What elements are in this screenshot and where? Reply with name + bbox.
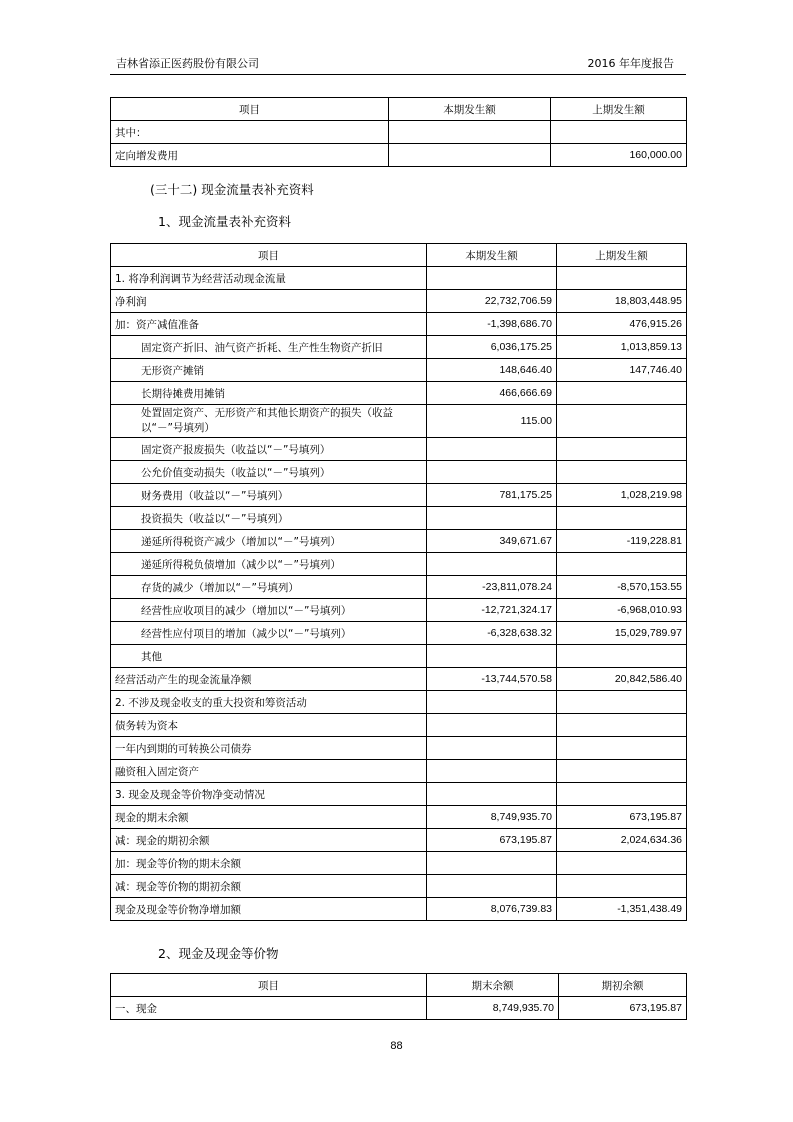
table-row <box>111 382 687 405</box>
row-previous: 673,195.87 <box>557 806 687 829</box>
row-previous <box>557 507 687 530</box>
row-item: 减：现金等价物的期初余额 <box>111 875 427 898</box>
row-previous <box>557 760 687 783</box>
table-row <box>111 144 687 167</box>
row-current: -13,744,570.58 <box>427 668 557 691</box>
row-previous: 476,915.26 <box>557 313 687 336</box>
row-item: 投资损失（收益以“－”号填列） <box>111 507 427 530</box>
row-current <box>427 760 557 783</box>
row-current <box>427 875 557 898</box>
row-current: 466,666.69 <box>427 382 557 405</box>
row-current: -12,721,324.17 <box>427 599 557 622</box>
row-item: 加：现金等价物的期末余额 <box>111 852 427 875</box>
table-row <box>111 737 687 760</box>
table-row <box>111 405 687 438</box>
cash-flow-supplement-table <box>110 243 687 921</box>
row-previous: -1,351,438.49 <box>557 898 687 921</box>
column-header: 期初余额 <box>559 974 687 997</box>
row-previous <box>551 121 687 144</box>
fee-table <box>110 97 687 167</box>
row-previous: 160,000.00 <box>551 144 687 167</box>
row-current: 22,732,706.59 <box>427 290 557 313</box>
row-previous: 147,746.40 <box>557 359 687 382</box>
table-row <box>111 267 687 290</box>
row-item: 递延所得税负债增加（减少以“－”号填列） <box>111 553 427 576</box>
table-row <box>111 336 687 359</box>
row-item: 债务转为资本 <box>111 714 427 737</box>
column-header: 上期发生额 <box>557 244 687 267</box>
table-row <box>111 898 687 921</box>
row-item: 1. 将净利润调节为经营活动现金流量 <box>111 267 427 290</box>
table-row <box>111 875 687 898</box>
row-item: 一、现金 <box>111 997 427 1020</box>
row-item: 财务费用（收益以“－”号填列） <box>111 484 427 507</box>
row-previous <box>557 405 687 438</box>
row-previous <box>557 691 687 714</box>
column-header: 本期发生额 <box>389 98 551 121</box>
row-current <box>427 461 557 484</box>
cash-equivalents-table <box>110 973 687 1020</box>
row-previous: -6,968,010.93 <box>557 599 687 622</box>
row-item: 3. 现金及现金等价物净变动情况 <box>111 783 427 806</box>
row-current: 349,671.67 <box>427 530 557 553</box>
column-header: 期末余额 <box>427 974 559 997</box>
row-opening: 673,195.87 <box>559 997 687 1020</box>
row-item: 2. 不涉及现金收支的重大投资和筹资活动 <box>111 691 427 714</box>
column-header: 项目 <box>111 244 427 267</box>
subsection-title: 2、现金及现金等价物 <box>158 946 279 961</box>
row-current: 781,175.25 <box>427 484 557 507</box>
row-item: 经营性应付项目的增加（减少以“－”号填列） <box>111 622 427 645</box>
table-row <box>111 121 687 144</box>
company-name: 吉林省添正医药股份有限公司 <box>116 57 259 70</box>
table-row <box>111 461 687 484</box>
row-current: 8,749,935.70 <box>427 806 557 829</box>
row-item: 其中： <box>111 121 389 144</box>
table-header-row <box>111 98 687 121</box>
row-current: 6,036,175.25 <box>427 336 557 359</box>
row-current: -23,811,078.24 <box>427 576 557 599</box>
table-row <box>111 829 687 852</box>
table-row <box>111 507 687 530</box>
table-row <box>111 313 687 336</box>
row-item: 处置固定资产、无形资产和其他长期资产的损失（收益以“－”号填列） <box>111 405 427 438</box>
section-title: (三十二) 现金流量表补充资料 <box>150 182 314 197</box>
row-previous: 1,028,219.98 <box>557 484 687 507</box>
row-item: 定向增发费用 <box>111 144 389 167</box>
row-current <box>389 121 551 144</box>
table-row <box>111 530 687 553</box>
row-current <box>427 507 557 530</box>
row-current: 115.00 <box>427 405 557 438</box>
row-ending: 8,749,935.70 <box>427 997 559 1020</box>
table-header-row <box>111 974 687 997</box>
row-item: 融资租入固定资产 <box>111 760 427 783</box>
row-current <box>389 144 551 167</box>
row-item: 现金的期末余额 <box>111 806 427 829</box>
row-current <box>427 714 557 737</box>
row-previous <box>557 737 687 760</box>
row-previous <box>557 438 687 461</box>
table-row <box>111 438 687 461</box>
row-item: 减：现金的期初余额 <box>111 829 427 852</box>
row-current: -1,398,686.70 <box>427 313 557 336</box>
table-row <box>111 691 687 714</box>
row-previous <box>557 461 687 484</box>
table-row <box>111 852 687 875</box>
row-item: 其他 <box>111 645 427 668</box>
row-previous: 1,013,859.13 <box>557 336 687 359</box>
row-item: 存货的减少（增加以“－”号填列） <box>111 576 427 599</box>
row-item: 长期待摊费用摊销 <box>111 382 427 405</box>
row-previous: 18,803,448.95 <box>557 290 687 313</box>
report-title: 2016 年年度报告 <box>587 57 674 70</box>
row-item: 无形资产摊销 <box>111 359 427 382</box>
row-previous <box>557 267 687 290</box>
table-row <box>111 645 687 668</box>
column-header: 项目 <box>111 974 427 997</box>
row-item: 公允价值变动损失（收益以“－”号填列） <box>111 461 427 484</box>
row-item: 固定资产报废损失（收益以“－”号填列） <box>111 438 427 461</box>
table-row <box>111 576 687 599</box>
table-row <box>111 359 687 382</box>
row-current: 148,646.40 <box>427 359 557 382</box>
row-item: 固定资产折旧、油气资产折耗、生产性生物资产折旧 <box>111 336 427 359</box>
table-row <box>111 622 687 645</box>
row-current <box>427 691 557 714</box>
row-current: -6,328,638.32 <box>427 622 557 645</box>
row-current <box>427 737 557 760</box>
table-row <box>111 599 687 622</box>
table-header-row <box>111 244 687 267</box>
table-row <box>111 806 687 829</box>
column-header: 本期发生额 <box>427 244 557 267</box>
table-row <box>111 668 687 691</box>
row-previous <box>557 382 687 405</box>
row-current <box>427 783 557 806</box>
row-current: 8,076,739.83 <box>427 898 557 921</box>
table-row <box>111 783 687 806</box>
row-item: 加：资产减值准备 <box>111 313 427 336</box>
row-current <box>427 553 557 576</box>
table-row <box>111 997 687 1020</box>
row-previous <box>557 783 687 806</box>
row-previous: 20,842,586.40 <box>557 668 687 691</box>
row-current: 673,195.87 <box>427 829 557 852</box>
row-previous: 15,029,789.97 <box>557 622 687 645</box>
table-row <box>111 760 687 783</box>
row-previous <box>557 645 687 668</box>
row-previous <box>557 553 687 576</box>
row-item: 经营性应收项目的减少（增加以“－”号填列） <box>111 599 427 622</box>
table-row <box>111 714 687 737</box>
row-current <box>427 267 557 290</box>
table-row <box>111 553 687 576</box>
column-header: 项目 <box>111 98 389 121</box>
row-item: 现金及现金等价物净增加额 <box>111 898 427 921</box>
row-previous <box>557 875 687 898</box>
row-previous: -119,228.81 <box>557 530 687 553</box>
row-current <box>427 438 557 461</box>
row-item: 净利润 <box>111 290 427 313</box>
row-current <box>427 645 557 668</box>
row-item: 一年内到期的可转换公司债券 <box>111 737 427 760</box>
row-previous: -8,570,153.55 <box>557 576 687 599</box>
table-row <box>111 484 687 507</box>
row-previous <box>557 852 687 875</box>
row-previous <box>557 714 687 737</box>
subsection-title: 1、现金流量表补充资料 <box>158 214 291 229</box>
column-header: 上期发生额 <box>551 98 687 121</box>
page-number: 88 <box>390 1040 403 1052</box>
row-previous: 2,024,634.36 <box>557 829 687 852</box>
table-row <box>111 290 687 313</box>
page-header <box>110 54 686 75</box>
row-item: 递延所得税资产减少（增加以“－”号填列） <box>111 530 427 553</box>
row-current <box>427 852 557 875</box>
row-item: 经营活动产生的现金流量净额 <box>111 668 427 691</box>
